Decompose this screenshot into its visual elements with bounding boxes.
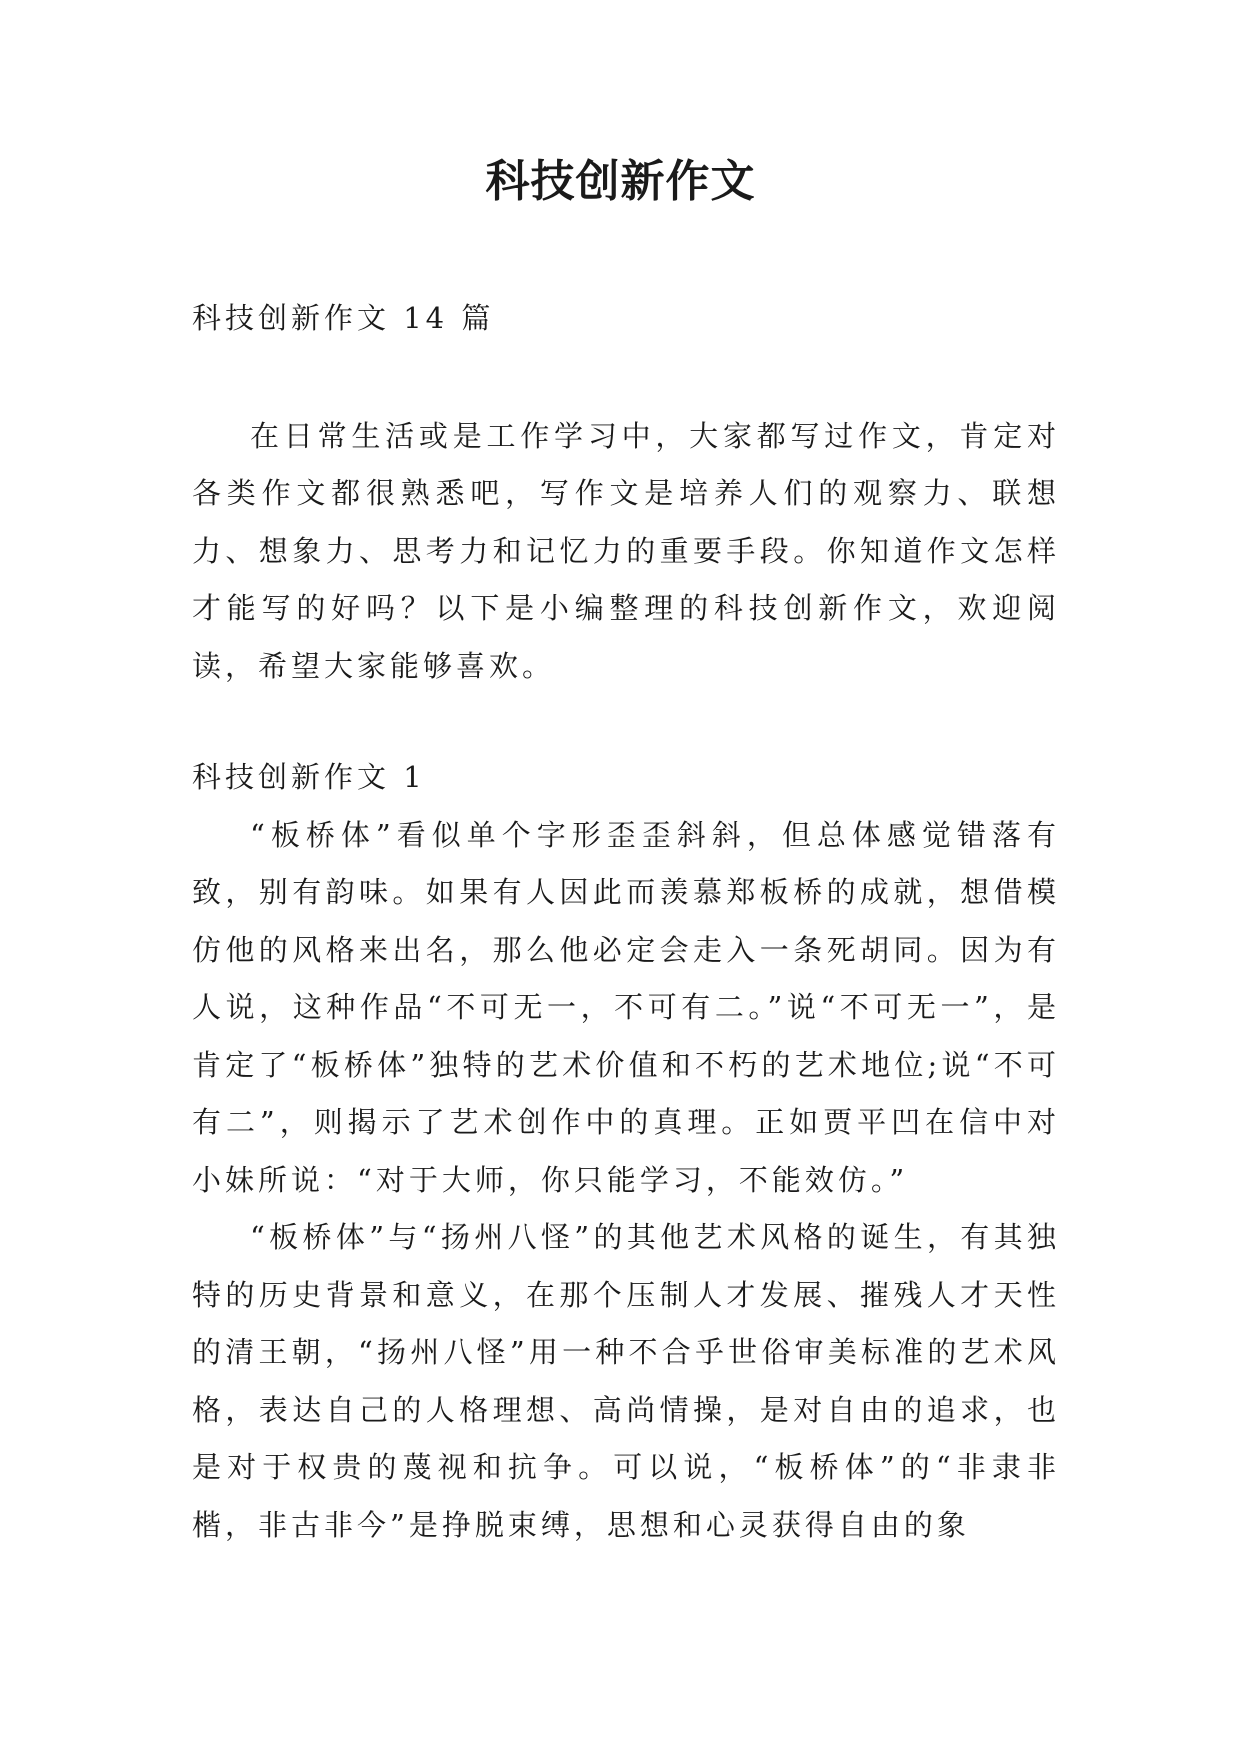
document-body	[192, 290, 1060, 1554]
section-heading: 科技创新作文 1	[192, 760, 426, 794]
document-subtitle: 科技创新作文 14 篇	[192, 301, 495, 335]
document-title: 科技创新作文	[485, 156, 756, 207]
body-paragraph-2: “板桥体”与“扬州八怪”的其他艺术风格的诞生，有其独特的历史背景和意义，在那个压制人才发展、摧残人才天性的清王朝，“扬州八怪”用一种不合乎世俗审美标准的艺术风格，表达自己的人格理想、高尚情操，是对自由的追求，也是对于权贵的蔑视和抗争。可以说，“板桥体”的“非隶非楷，非古非今”是挣脱束缚，思想和心灵获得自由的象	[192, 1220, 1060, 1542]
body-paragraph-1: “板桥体”看似单个字形歪歪斜斜，但总体感觉错落有致，别有韵味。如果有人因此而羡慕郑板桥的成就，想借模仿他的风格来出名，那么他必定会走入一条死胡同。因为有人说，这种作品“不可无一，不可有二。”说“不可无一”，是肯定了“板桥体”独特的艺术价值和不朽的艺术地位;说“不可有二”，则揭示了艺术创作中的真理。正如贾平凹在信中对小妹所说：“对于大师，你只能学习，不能效仿。”	[192, 817, 1060, 1197]
intro-paragraph: 在日常生活或是工作学习中，大家都写过作文，肯定对各类作文都很熟悉吧，写作文是培养人们的观察力、联想力、想象力、思考力和记忆力的重要手段。你知道作文怎样才能写的好吗？以下是小编整理的科技创新作文，欢迎阅读，希望大家能够喜欢。	[192, 418, 1060, 683]
